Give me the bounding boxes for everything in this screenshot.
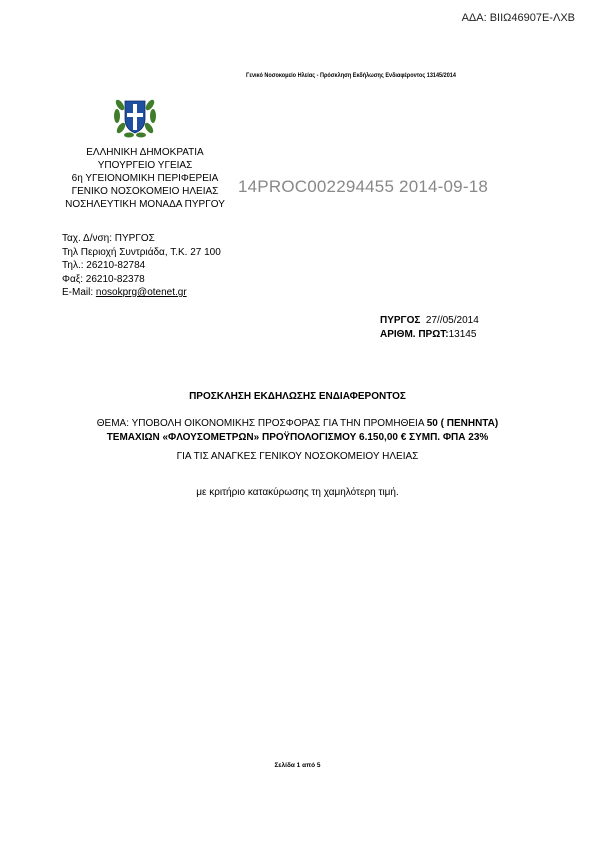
date-block [380,314,479,341]
subject-line-2: ΤΕΜΑΧΙΩΝ «ΦΛΟΥΣΟΜΕΤΡΩΝ» ΠΡΟΫΠΟΛΟΓΙΣΜΟΥ 6.150,00 € ΣΥΜΠ. ΦΠΑ 23% [106,432,489,443]
ministry-line: ΥΠΟΥΡΓΕΙΟ ΥΓΕΙΑΣ [97,160,193,171]
ministry-line: ΓΕΝΙΚΟ ΝΟΣΟΚΟΜΕΙΟ ΗΛΕΙΑΣ [71,186,219,197]
contact-block [62,232,221,300]
protocol-code-stamp: 14PROC002294455 2014-09-18 [238,177,488,196]
subject-line-3: ΓΙΑ ΤΙΣ ΑΝΑΓΚΕΣ ΓΕΝΙΚΟΥ ΝΟΣΟΚΟΜΕΙΟΥ ΗΛΕΙΑΣ [176,451,419,462]
area-line: Τηλ Περιοχή Συντριάδα, Τ.Κ. 27 100 [62,246,221,258]
page-number: Σελίδα 1 από 5 [274,762,321,769]
header-note: Γενικό Νοσοκομείο Ηλείας - Πρόσκληση Εκδήλωσης Ενδιαφέροντος 13145/2014 [246,72,456,79]
document-title: ΠΡΟΣΚΛΗΣΗ ΕΚΔΗΛΩΣΗΣ ΕΝΔΙΑΦΕΡΟΝΤΟΣ [189,391,406,402]
fax-line: Φαξ: 26210-82378 [62,273,145,285]
email-link[interactable]: nosokprg@otenet.gr [95,287,187,298]
ministry-line: ΝΟΣΗΛΕΥΤΙΚΗ ΜΟΝΑΔΑ ΠΥΡΓΟΥ [65,199,225,210]
document-date: 27//05/2014 [425,315,479,326]
email-label: E-Mail: [62,287,96,298]
subject-quantity: 50 ( ΠΕΝΗΝΤΑ) [426,418,499,429]
ada-code: ΑΔΑ: ΒΙΙΩ46907Ε-ΛΧΒ [461,12,575,24]
email-line [62,286,221,300]
subject-text: ΘΕΜΑ: ΥΠΟΒΟΛΗ ΟΙΚΟΝΟΜΙΚΗΣ ΠΡΟΣΦΟΡΑΣ ΓΙΑ ΤΗΝ ΠΡΟΜΗΘΕΙΑ [96,418,427,429]
place-label: ΠΥΡΓΟΣ [380,315,421,326]
protocol-label: ΑΡΙΘΜ. ΠΡΩΤ: [380,328,449,340]
subject-line-1 [0,418,595,429]
address-line: Ταχ. Δ/νση: ΠΥΡΓΟΣ [62,233,155,244]
award-criterion: με κριτήριο κατακύρωσης τη χαμηλότερη τιμή. [196,487,399,498]
protocol-number: 13145 [448,328,477,340]
phone-line: Τηλ.: 26210-82784 [62,260,146,271]
ministry-header [55,146,235,211]
ministry-line: 6η ΥΓΕΙΟΝΟΜΙΚΗ ΠΕΡΙΦΕΡΕΙΑ [71,173,219,184]
ministry-line: ΕΛΛΗΝΙΚΗ ΔΗΜΟΚΡΑΤΙΑ [86,147,204,158]
greek-coat-of-arms-icon [112,93,158,139]
